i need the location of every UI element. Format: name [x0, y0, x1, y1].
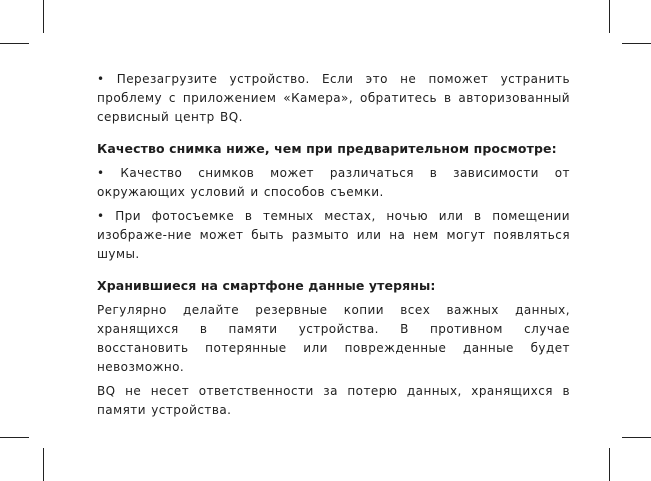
crop-mark-top-left-horizontal: [0, 43, 29, 44]
paragraph-dark-shooting: • При фотосъемке в темных местах, ночью или в помещении изображе-ние может быть размыто или на нем могут появляться шумы.: [97, 209, 570, 261]
crop-mark-top-right-vertical: [609, 0, 610, 33]
crop-mark-bottom-right-horizontal: [622, 437, 651, 438]
section-heading-data-lost: Хранившиеся на смартфоне данные утеряны:: [97, 278, 436, 293]
crop-mark-bottom-left-vertical: [43, 448, 44, 481]
crop-mark-top-right-horizontal: [622, 43, 651, 44]
crop-mark-top-left-vertical: [43, 0, 44, 33]
paragraph-restart-device: • Перезагрузите устройство. Если это не поможет устранить проблему с приложением «Камера», обратитесь в авторизованный сервисный центр BQ.: [97, 72, 570, 124]
paragraph-backup-advice: Регулярно делайте резервные копии всех важных данных, хранящихся в памяти устройства. В противном случае восстановить потерянные или поврежденные данные будет невозможно.: [97, 303, 570, 374]
crop-mark-bottom-right-vertical: [609, 448, 610, 481]
section-heading-image-quality: Качество снимка ниже, чем при предварительном просмотре:: [97, 141, 557, 156]
paragraph-liability-disclaimer: BQ не несет ответственности за потерю данных, хранящихся в памяти устройства.: [97, 384, 570, 417]
page-content: [97, 70, 570, 426]
paragraph-quality-conditions: • Качество снимков может различаться в зависимости от окружающих условий и способов съемки.: [97, 166, 570, 199]
crop-mark-bottom-left-horizontal: [0, 437, 29, 438]
